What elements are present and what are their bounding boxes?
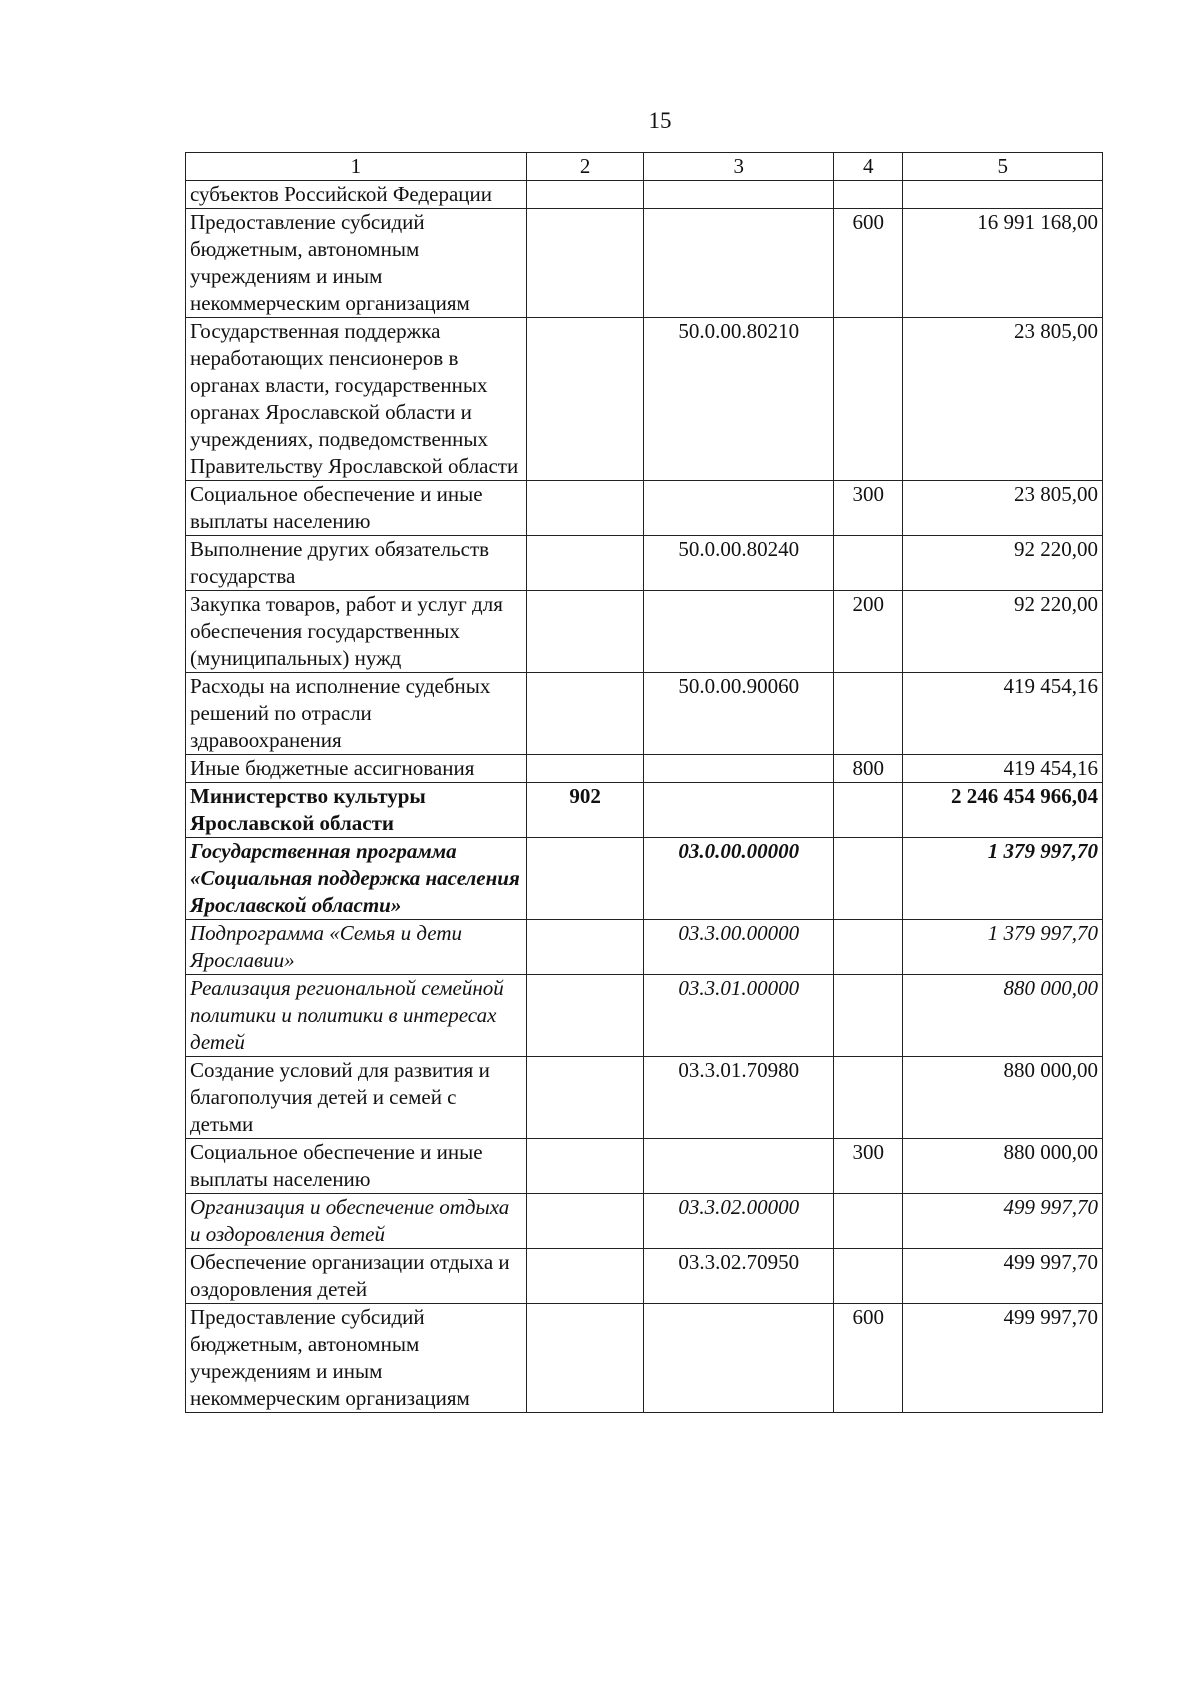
amount-cell: 2 246 454 966,04 — [903, 783, 1103, 838]
amount-cell: 419 454,16 — [903, 755, 1103, 783]
expense-type-cell — [833, 1057, 903, 1139]
admin-code-cell — [526, 591, 644, 673]
table-row — [186, 318, 1103, 481]
table-row — [186, 920, 1103, 975]
name-cell: Выполнение других обязательств государства — [186, 536, 527, 591]
target-article-cell: 03.3.00.00000 — [644, 920, 833, 975]
name-cell: Создание условий для развития и благополучия детей и семей с детьми — [186, 1057, 527, 1139]
table-row — [186, 673, 1103, 755]
expense-type-cell — [833, 783, 903, 838]
admin-code-cell — [526, 1057, 644, 1139]
table-row — [186, 209, 1103, 318]
admin-code-cell — [526, 975, 644, 1057]
target-article-cell: 03.3.01.00000 — [644, 975, 833, 1057]
amount-cell: 419 454,16 — [903, 673, 1103, 755]
target-article-cell — [644, 1139, 833, 1194]
expense-type-cell: 300 — [833, 481, 903, 536]
expense-type-cell — [833, 673, 903, 755]
table-row — [186, 838, 1103, 920]
name-cell: Иные бюджетные ассигнования — [186, 755, 527, 783]
admin-code-cell — [526, 1139, 644, 1194]
admin-code-cell — [526, 838, 644, 920]
expense-type-cell: 300 — [833, 1139, 903, 1194]
expense-type-cell — [833, 536, 903, 591]
target-article-cell: 03.3.02.70950 — [644, 1249, 833, 1304]
table-row — [186, 1249, 1103, 1304]
amount-cell — [903, 181, 1103, 209]
target-article-cell: 50.0.00.80240 — [644, 536, 833, 591]
amount-cell: 499 997,70 — [903, 1194, 1103, 1249]
admin-code-cell — [526, 1249, 644, 1304]
target-article-cell — [644, 209, 833, 318]
column-header-2: 2 — [526, 153, 644, 181]
table-row — [186, 975, 1103, 1057]
expense-type-cell: 600 — [833, 209, 903, 318]
name-cell: Социальное обеспечение и иные выплаты населению — [186, 1139, 527, 1194]
name-cell: Организация и обеспечение отдыха и оздоровления детей — [186, 1194, 527, 1249]
target-article-cell: 03.0.00.00000 — [644, 838, 833, 920]
name-cell: Предоставление субсидий бюджетным, автономным учреждениям и иным некоммерческим организациям — [186, 209, 527, 318]
admin-code-cell — [526, 920, 644, 975]
column-header-5: 5 — [903, 153, 1103, 181]
amount-cell: 23 805,00 — [903, 481, 1103, 536]
expense-type-cell — [833, 1249, 903, 1304]
admin-code-cell — [526, 755, 644, 783]
target-article-cell — [644, 591, 833, 673]
table-row — [186, 591, 1103, 673]
admin-code-cell: 902 — [526, 783, 644, 838]
admin-code-cell — [526, 481, 644, 536]
name-cell: Реализация региональной семейной политики и политики в интересах детей — [186, 975, 527, 1057]
expense-type-cell — [833, 1194, 903, 1249]
admin-code-cell — [526, 673, 644, 755]
table-row — [186, 783, 1103, 838]
amount-cell: 880 000,00 — [903, 1139, 1103, 1194]
expense-type-cell: 600 — [833, 1304, 903, 1413]
amount-cell: 92 220,00 — [903, 536, 1103, 591]
name-cell: Государственная поддержка неработающих пенсионеров в органах власти, государственных органах Ярославской области и учреждениях, подведомственных Правительству Ярославской области — [186, 318, 527, 481]
amount-cell: 499 997,70 — [903, 1249, 1103, 1304]
name-cell: субъектов Российской Федерации — [186, 181, 527, 209]
amount-cell: 23 805,00 — [903, 318, 1103, 481]
budget-table — [185, 152, 1103, 1413]
name-cell: Социальное обеспечение и иные выплаты населению — [186, 481, 527, 536]
admin-code-cell — [526, 1304, 644, 1413]
admin-code-cell — [526, 318, 644, 481]
header-row — [186, 153, 1103, 181]
target-article-cell — [644, 481, 833, 536]
target-article-cell: 50.0.00.80210 — [644, 318, 833, 481]
expense-type-cell — [833, 838, 903, 920]
amount-cell: 880 000,00 — [903, 975, 1103, 1057]
target-article-cell — [644, 755, 833, 783]
expense-type-cell — [833, 975, 903, 1057]
name-cell: Закупка товаров, работ и услуг для обеспечения государственных (муниципальных) нужд — [186, 591, 527, 673]
name-cell: Государственная программа «Социальная поддержка населения Ярославской области» — [186, 838, 527, 920]
name-cell: Предоставление субсидий бюджетным, автономным учреждениям и иным некоммерческим организациям — [186, 1304, 527, 1413]
target-article-cell — [644, 1304, 833, 1413]
amount-cell: 16 991 168,00 — [903, 209, 1103, 318]
admin-code-cell — [526, 536, 644, 591]
amount-cell: 92 220,00 — [903, 591, 1103, 673]
name-cell: Подпрограмма «Семья и дети Ярославии» — [186, 920, 527, 975]
amount-cell: 499 997,70 — [903, 1304, 1103, 1413]
table-row — [186, 1304, 1103, 1413]
amount-cell: 1 379 997,70 — [903, 920, 1103, 975]
table-row — [186, 1057, 1103, 1139]
target-article-cell — [644, 181, 833, 209]
target-article-cell — [644, 783, 833, 838]
table-row — [186, 536, 1103, 591]
target-article-cell: 50.0.00.90060 — [644, 673, 833, 755]
table-row — [186, 755, 1103, 783]
name-cell: Расходы на исполнение судебных решений по отрасли здравоохранения — [186, 673, 527, 755]
amount-cell: 1 379 997,70 — [903, 838, 1103, 920]
expense-type-cell — [833, 181, 903, 209]
expense-type-cell: 200 — [833, 591, 903, 673]
name-cell: Обеспечение организации отдыха и оздоровления детей — [186, 1249, 527, 1304]
target-article-cell: 03.3.01.70980 — [644, 1057, 833, 1139]
expense-type-cell — [833, 318, 903, 481]
page-number: 15 — [648, 108, 672, 133]
table-row — [186, 1194, 1103, 1249]
expense-type-cell: 800 — [833, 755, 903, 783]
table-row — [186, 481, 1103, 536]
column-header-3: 3 — [644, 153, 833, 181]
amount-cell: 880 000,00 — [903, 1057, 1103, 1139]
admin-code-cell — [526, 1194, 644, 1249]
name-cell: Министерство культуры Ярославской области — [186, 783, 527, 838]
table-row — [186, 181, 1103, 209]
expense-type-cell — [833, 920, 903, 975]
admin-code-cell — [526, 181, 644, 209]
column-header-1: 1 — [186, 153, 527, 181]
table-row — [186, 1139, 1103, 1194]
admin-code-cell — [526, 209, 644, 318]
target-article-cell: 03.3.02.00000 — [644, 1194, 833, 1249]
column-header-4: 4 — [833, 153, 903, 181]
